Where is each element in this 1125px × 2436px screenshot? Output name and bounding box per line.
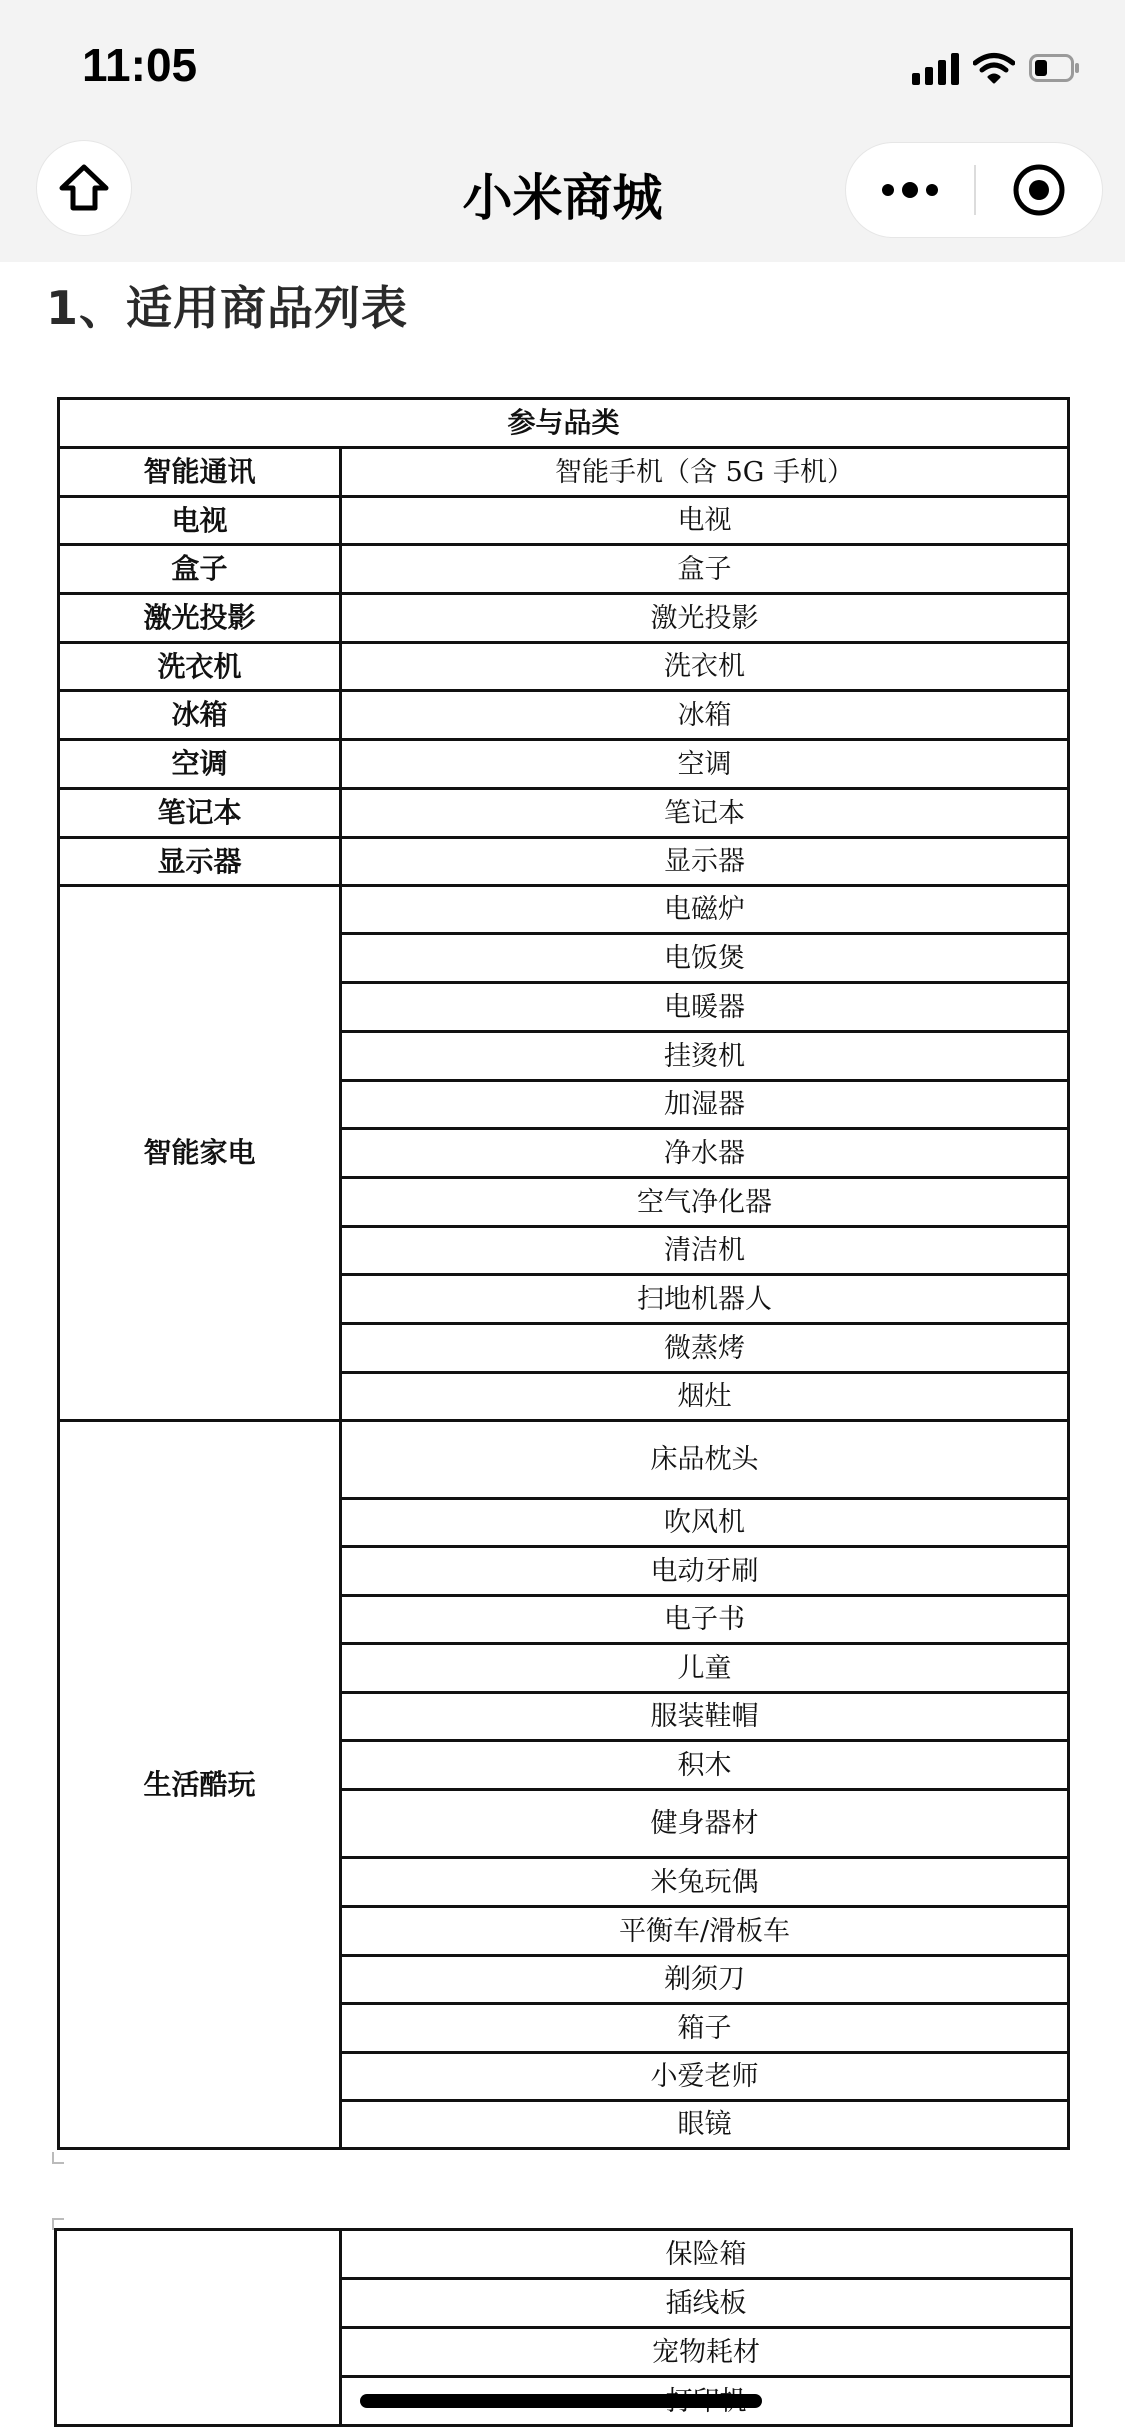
- product-cell: 烟灶: [341, 1373, 1069, 1421]
- product-cell: 清洁机: [341, 1227, 1069, 1275]
- product-cell: 扫地机器人: [341, 1275, 1069, 1324]
- product-cell: 宠物耗材: [341, 2328, 1072, 2377]
- category-cell: 生活酷玩: [59, 1421, 341, 2149]
- category-cell: 空调: [59, 740, 341, 789]
- product-cell: 加湿器: [341, 1081, 1069, 1129]
- table-header: 参与品类: [59, 399, 1069, 448]
- product-cell: 电暖器: [341, 983, 1069, 1032]
- product-cell: 电饭煲: [341, 934, 1069, 983]
- status-icons: [912, 44, 1081, 92]
- category-cell: 显示器: [59, 838, 341, 886]
- status-time: 11:05: [82, 39, 198, 91]
- table-row: [59, 886, 1069, 934]
- product-cell: 激光投影: [341, 594, 1069, 643]
- home-indicator: [360, 2394, 762, 2408]
- category-cell: [56, 2230, 341, 2426]
- cellular-signal-icon: [912, 51, 959, 85]
- category-cell: 冰箱: [59, 691, 341, 740]
- product-cell: 插线板: [341, 2279, 1072, 2328]
- category-cell: 洗衣机: [59, 643, 341, 691]
- product-cell: 冰箱: [341, 691, 1069, 740]
- table-row: [59, 789, 1069, 838]
- category-cell: 激光投影: [59, 594, 341, 643]
- product-cell: 吹风机: [341, 1499, 1069, 1547]
- product-cell: 电磁炉: [341, 886, 1069, 934]
- table-row: [59, 643, 1069, 691]
- product-cell: 积木: [341, 1741, 1069, 1790]
- product-cell: 电子书: [341, 1596, 1069, 1644]
- product-cell: 服装鞋帽: [341, 1693, 1069, 1741]
- product-category-table: [57, 397, 1070, 2150]
- product-cell: 眼镜: [341, 2101, 1069, 2149]
- product-cell: 平衡车/滑板车: [341, 1907, 1069, 1956]
- product-cell: 米兔玩偶: [341, 1858, 1069, 1907]
- target-close-icon: [1010, 161, 1068, 219]
- table-row: [59, 740, 1069, 789]
- page-title: 小米商城: [462, 169, 663, 227]
- category-cell: 电视: [59, 497, 341, 545]
- product-cell: 健身器材: [341, 1790, 1069, 1858]
- product-cell: 智能手机（含 5G 手机）: [341, 448, 1069, 497]
- table-row: [59, 448, 1069, 497]
- product-cell: 儿童: [341, 1644, 1069, 1693]
- home-icon: [57, 161, 111, 215]
- product-cell: 挂烫机: [341, 1032, 1069, 1081]
- page-break-mark: [52, 2152, 64, 2164]
- product-cell: 净水器: [341, 1129, 1069, 1178]
- product-cell: 保险箱: [341, 2230, 1072, 2279]
- table-row: [59, 691, 1069, 740]
- product-cell: 空调: [341, 740, 1069, 789]
- category-cell: 盒子: [59, 545, 341, 594]
- section-title: 1、适用商品列表: [46, 281, 409, 335]
- close-button[interactable]: [976, 143, 1102, 237]
- category-cell: 智能家电: [59, 886, 341, 1421]
- miniprogram-capsule: [845, 142, 1103, 238]
- product-cell: 小爱老师: [341, 2053, 1069, 2101]
- category-cell: 智能通讯: [59, 448, 341, 497]
- table-row: [59, 497, 1069, 545]
- product-cell: 显示器: [341, 838, 1069, 886]
- product-cell: 洗衣机: [341, 643, 1069, 691]
- product-cell: 笔记本: [341, 789, 1069, 838]
- product-cell: 床品枕头: [341, 1421, 1069, 1499]
- wifi-icon: [973, 52, 1015, 84]
- product-cell: 电动牙刷: [341, 1547, 1069, 1596]
- header-area: [0, 0, 1125, 262]
- more-dots-icon: [882, 184, 894, 196]
- home-button[interactable]: [36, 140, 132, 236]
- product-cell: 盒子: [341, 545, 1069, 594]
- table-row: [59, 545, 1069, 594]
- battery-icon: [1029, 54, 1081, 82]
- category-cell: 笔记本: [59, 789, 341, 838]
- table-row: [59, 1421, 1069, 1499]
- product-cell: 剃须刀: [341, 1956, 1069, 2004]
- table-row: [56, 2230, 1072, 2279]
- product-cell: 微蒸烤: [341, 1324, 1069, 1373]
- product-cell: 箱子: [341, 2004, 1069, 2053]
- table-row: [59, 838, 1069, 886]
- product-cell: 空气净化器: [341, 1178, 1069, 1227]
- more-button[interactable]: [846, 143, 974, 237]
- product-cell: 电视: [341, 497, 1069, 545]
- table-row: [59, 594, 1069, 643]
